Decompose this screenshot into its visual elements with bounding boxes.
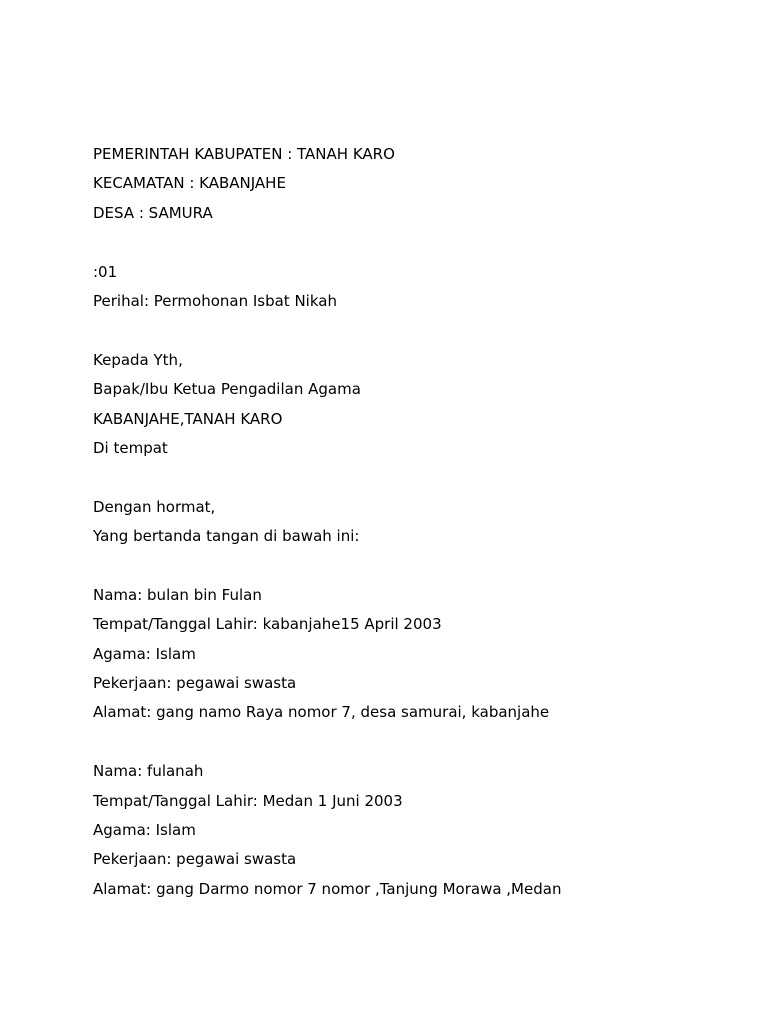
header-kecamatan: KECAMATAN : KABANJAHE xyxy=(93,174,286,193)
applicant-occupation: Pekerjaan: pegawai swasta xyxy=(93,850,297,869)
spacer xyxy=(93,465,713,494)
spacer xyxy=(93,553,713,582)
applicant-address: Alamat: gang namo Raya nomor 7, desa samurai, kabanjahe xyxy=(93,703,550,722)
opening-greeting: Dengan hormat, xyxy=(93,497,216,516)
spacer xyxy=(93,318,713,347)
applicant-occupation: Pekerjaan: pegawai swasta xyxy=(93,674,297,693)
recipient-salutation: Kepada Yth, xyxy=(93,350,183,369)
spacer xyxy=(93,230,713,259)
letter-number: :01 xyxy=(93,262,118,281)
applicant-address: Alamat: gang Darmo nomor 7 nomor ,Tanjung Morawa ,Medan xyxy=(93,879,562,898)
opening-intro: Yang bertanda tangan di bawah ini: xyxy=(93,527,360,546)
letter-subject: Perihal: Permohonan Isbat Nikah xyxy=(93,291,337,310)
spacer xyxy=(93,730,713,759)
applicant-birth: Tempat/Tanggal Lahir: Medan 1 Juni 2003 xyxy=(93,791,403,810)
applicant-name: Nama: bulan bin Fulan xyxy=(93,585,262,604)
applicant-block xyxy=(93,583,713,730)
applicant-religion: Agama: Islam xyxy=(93,820,196,839)
recipient-place: Di tempat xyxy=(93,438,168,457)
applicant-birth: Tempat/Tanggal Lahir: kabanjahe15 April 2003 xyxy=(93,615,442,634)
recipient-location: KABANJAHE,TANAH KARO xyxy=(93,409,283,428)
recipient-addressee: Bapak/Ibu Ketua Pengadilan Agama xyxy=(93,380,361,399)
letter-body xyxy=(93,142,713,906)
applicant-religion: Agama: Islam xyxy=(93,644,196,663)
header-desa: DESA : SAMURA xyxy=(93,203,213,222)
header-kabupaten: PEMERINTAH KABUPATEN : TANAH KARO xyxy=(93,145,395,163)
applicant-block xyxy=(93,759,713,906)
applicant-name: Nama: fulanah xyxy=(93,762,204,781)
